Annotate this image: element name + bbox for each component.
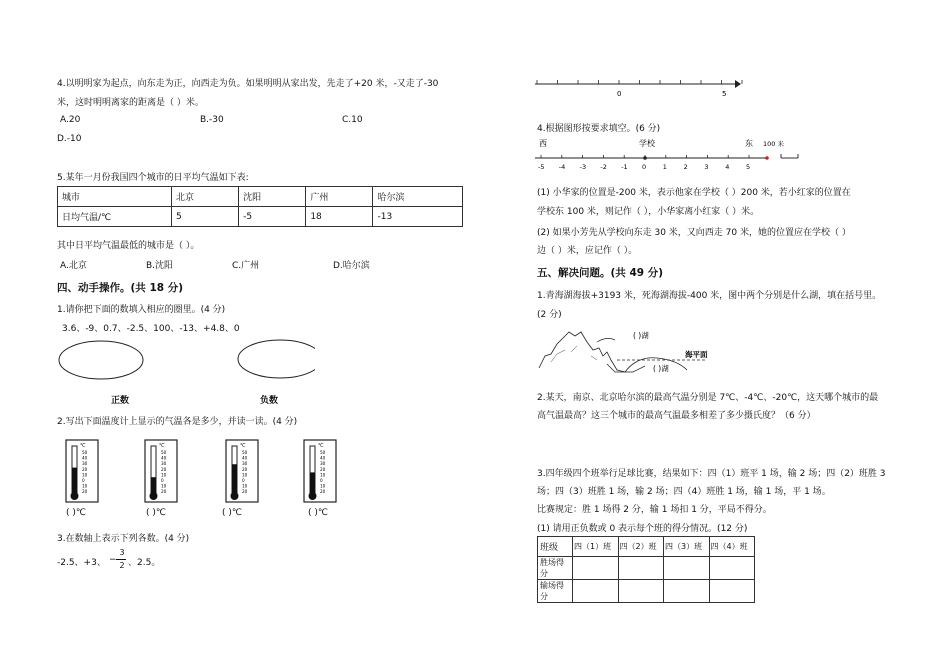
- table-row: [538, 537, 755, 557]
- thermo-answer-2: ( )℃: [146, 508, 166, 518]
- thermo-scale-label: 20: [82, 466, 88, 472]
- thermo-scale-label: 20: [242, 489, 248, 495]
- fraction-bar: [116, 559, 126, 560]
- s4-q3-numbers-b: 、2.5。: [128, 558, 161, 568]
- thermo-scale-label: 30: [320, 461, 326, 467]
- lake-diagram: [537, 326, 737, 376]
- table-row: [538, 580, 755, 603]
- q4-option-c: C.10: [342, 115, 363, 125]
- table-cell: -5: [239, 207, 306, 227]
- q5-option-a: A.北京: [60, 261, 87, 271]
- thermo-unit: ℃: [240, 443, 246, 449]
- thermo-scale-label: 20: [161, 489, 167, 495]
- table-cell[interactable]: [573, 580, 619, 603]
- mercury-column: [310, 472, 315, 494]
- thermometer-1: [64, 438, 102, 504]
- table-cell[interactable]: [618, 580, 664, 603]
- thermo-scale-label: 10: [161, 483, 167, 489]
- tick-label: 2: [683, 163, 688, 171]
- s4-q3-numbers-a: -2.5、+3、: [57, 558, 106, 568]
- thermo-scale-label: 40: [161, 455, 167, 461]
- thermo-answer-1: ( )℃: [66, 508, 86, 518]
- thermo-scale-label: 20: [242, 466, 248, 472]
- tick-label: 0: [642, 163, 647, 171]
- q5-option-b: B.沈阳: [146, 261, 174, 271]
- s4-q3-text: 3.在数轴上表示下列各数。(4 分): [57, 534, 190, 544]
- s5-q3-line1: 3.四年级四个班举行足球比赛，结果如下：四（1）班平 1 场，输 2 场；四（2）班胜 3: [537, 469, 886, 479]
- table-cell[interactable]: [573, 557, 619, 580]
- mercury-column: [232, 464, 237, 494]
- tick-label: 4: [725, 163, 730, 171]
- table-cell: 日均气温/℃: [58, 207, 172, 227]
- s5-q2-line1: 2.某天，南京、北京哈尔滨的最高气温分别是 7℃、-4℃、-20℃，这天哪个城市的最: [537, 393, 879, 403]
- thermo-scale-label: 40: [242, 455, 248, 461]
- table-cell[interactable]: [709, 557, 755, 580]
- tick-label: 3: [704, 163, 709, 171]
- thermo-scale-label: 30: [242, 461, 248, 467]
- number-circles: [55, 336, 315, 386]
- thermo-scale-label: 20: [320, 466, 326, 472]
- school-label: 学校: [639, 139, 655, 148]
- tick-label: -5: [538, 163, 545, 171]
- thermo-scale-label: 40: [320, 455, 326, 461]
- s5-q3-line2: 场；四（3）班胜 1 场，输 2 场；四（4）班胜 1 场，输 1 场，平 1 场。: [537, 487, 831, 497]
- positive-circle[interactable]: [59, 341, 143, 379]
- q5-option-c: C.广州: [232, 261, 260, 271]
- s5-q3-line3: 比赛规定：胜 1 场得 2 分，输 1 场扣 1 分，平局不得分。: [537, 505, 772, 515]
- s4-q3-frac-den: 2: [119, 561, 125, 570]
- r-q4-p1-line2: 学校东 100 米，则记作（ ），小华家离小红家（ ）米。: [537, 207, 760, 217]
- table-row: [58, 187, 463, 207]
- table-cell[interactable]: [618, 557, 664, 580]
- table-header-cell: 哈尔滨: [373, 187, 463, 207]
- thermo-scale-label: 20: [82, 489, 88, 495]
- r-q4-p2-line1: (2) 如果小芳先从学校向东走 30 米，又向西走 70 米，她的位置应在学校（ ）: [537, 228, 851, 238]
- lake-lower-label: ( )湖: [653, 364, 669, 373]
- section5-title: 五、解决问题。(共 49 分): [537, 267, 664, 279]
- s4-q1-text: 1.请你把下面的数填入相应的圈里。(4 分): [57, 305, 226, 315]
- s4-q3-frac-sign: −: [109, 555, 117, 565]
- q4-line2: 米，这时明明离家的距离是（ ）米。: [57, 98, 204, 108]
- tick-label: -4: [558, 163, 566, 171]
- thermo-scale-label: 50: [320, 450, 326, 455]
- thermo-unit: ℃: [318, 443, 324, 449]
- table-cell: 18: [306, 207, 373, 227]
- thermo-scale-label: 0: [161, 478, 164, 483]
- table-header-cell: 四（4）班: [709, 537, 755, 557]
- table-cell[interactable]: [709, 580, 755, 603]
- table-header-cell: 四（1）班: [573, 537, 619, 557]
- thermo-scale-label: 50: [242, 450, 248, 455]
- table-header-cell: 班级: [538, 537, 573, 557]
- r-q4-p2-line2: 边（ ）米，应记作（ ）。: [537, 246, 638, 256]
- thermo-scale-label: 0: [242, 478, 245, 483]
- thermo-scale-label: 20: [161, 466, 167, 472]
- thermo-scale-label: 50: [161, 450, 167, 455]
- thermo-unit: ℃: [159, 443, 165, 449]
- school-number-line: [535, 136, 815, 172]
- thermometer-2: [143, 438, 181, 504]
- positive-label: 正数: [111, 396, 130, 406]
- thermometer-4: [302, 438, 340, 504]
- negative-circle[interactable]: [238, 340, 315, 378]
- table-header-cell: 四（2）班: [618, 537, 664, 557]
- scale-note: 100 米: [763, 140, 784, 148]
- thermo-scale-label: 0: [320, 478, 323, 483]
- negative-label: 负数: [260, 396, 279, 406]
- s4-q1-numbers: 3.6、-9、0.7、-2.5、100、-13、+4.8、0: [62, 324, 240, 334]
- table-cell[interactable]: [664, 557, 710, 580]
- s5-q3-sub: (1) 请用正负数或 0 表示每个班的得分情况。(12 分): [537, 524, 748, 534]
- temperature-table: [57, 186, 463, 227]
- top-number-line: [535, 76, 745, 98]
- s5-q1-line1: 1.青海湖海拔+3193 米，死海湖海拔-400 米，图中两个分别是什么湖，填在括号里。: [537, 291, 882, 301]
- end-point: [765, 156, 769, 160]
- thermo-answer-3: ( )℃: [222, 508, 242, 518]
- thermo-scale-label: 10: [242, 472, 248, 478]
- numberline-label-0: 0: [617, 90, 622, 98]
- table-header-cell: 北京: [172, 187, 239, 207]
- table-cell: 输场得分: [538, 580, 573, 603]
- sea-level-label: 海平面: [685, 350, 708, 359]
- thermo-scale-label: 0: [82, 478, 85, 483]
- table-cell: 胜场得分: [538, 557, 573, 580]
- tick-label: -1: [621, 163, 628, 171]
- east-label: 东: [745, 139, 753, 148]
- s4-q2-text: 2.写出下面温度计上显示的气温各是多少，并读一读。(4 分): [57, 417, 298, 427]
- lake-upper-label: ( )湖: [633, 331, 649, 340]
- thermo-scale-label: 10: [320, 483, 326, 489]
- table-cell: 5: [172, 207, 239, 227]
- thermo-scale-label: 20: [320, 489, 326, 495]
- q4-option-b: B.-30: [200, 115, 224, 125]
- thermo-scale-label: 10: [242, 483, 248, 489]
- tick-label: 1: [662, 163, 667, 171]
- thermo-scale-label: 50: [82, 450, 88, 455]
- thermometer-3: [224, 438, 262, 504]
- mercury-column: [72, 468, 77, 494]
- table-row: [58, 207, 463, 227]
- thermo-scale-label: 40: [82, 455, 88, 461]
- tick-label: -2: [600, 163, 607, 171]
- tick-label: 5: [746, 163, 751, 171]
- thermo-answer-4: ( )℃: [308, 508, 328, 518]
- table-header-cell: 沈阳: [239, 187, 306, 207]
- r-q4-title: 4.根据图形按要求填空。(6 分): [537, 124, 661, 134]
- thermo-scale-label: 10: [82, 472, 88, 478]
- thermo-scale-label: 30: [161, 461, 167, 467]
- q5-intro: 5.某年一月份我国四个城市的日平均气温如下表:: [57, 173, 249, 183]
- tick-label: -3: [579, 163, 587, 171]
- q4-line1: 4.以明明家为起点，向东走为正，向西走为负。如果明明从家出发，先走了+20 米，-又走了-30: [57, 79, 439, 89]
- s5-q2-line2: 高气温最高？这三个城市的最高气温最多相差了多少摄氏度？（6 分）: [537, 411, 816, 421]
- thermo-scale-label: 10: [161, 472, 167, 478]
- q4-option-a: A.20: [60, 115, 81, 125]
- q4-option-d: D.-10: [57, 134, 82, 144]
- table-row: [538, 557, 755, 580]
- r-q4-p1-line1: (1) 小华家的位置是-200 米，表示他家在学校（ ）200 米，若小红家的位置在: [537, 188, 851, 198]
- s5-q1-line2: (2 分): [537, 310, 562, 320]
- table-cell[interactable]: [664, 580, 710, 603]
- q5-question: 其中日平均气温最低的城市是（ ）。: [57, 241, 200, 251]
- q5-option-d: D.哈尔滨: [333, 261, 370, 271]
- score-table: [537, 536, 755, 603]
- thermo-unit: ℃: [80, 443, 86, 449]
- thermo-scale-label: 30: [82, 461, 88, 467]
- numberline-label-5: 5: [722, 90, 727, 98]
- s4-q3-frac-num: 3: [119, 548, 125, 557]
- mercury-column: [151, 477, 156, 494]
- section4-title: 四、动手操作。(共 18 分): [57, 282, 184, 294]
- table-cell: -13: [373, 207, 463, 227]
- table-header-cell: 城市: [58, 187, 172, 207]
- table-header-cell: 四（3）班: [664, 537, 710, 557]
- table-header-cell: 广州: [306, 187, 373, 207]
- thermo-scale-label: 10: [320, 472, 326, 478]
- thermo-scale-label: 10: [82, 483, 88, 489]
- west-label: 西: [539, 139, 547, 148]
